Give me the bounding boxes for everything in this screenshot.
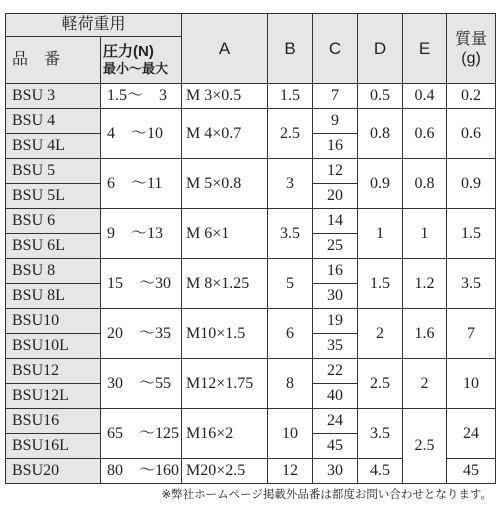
c-cell: 30 bbox=[313, 284, 358, 309]
force-cell: 65 ～125 bbox=[101, 409, 182, 459]
e-cell: 0.6 bbox=[403, 109, 447, 159]
mass-cell: 3.5 bbox=[447, 259, 496, 309]
model-cell: BSU12L bbox=[6, 384, 101, 409]
d-cell: 3.5 bbox=[358, 409, 403, 459]
table-row bbox=[6, 209, 496, 234]
c-cell: 45 bbox=[313, 434, 358, 459]
mass-cell: 0.2 bbox=[447, 84, 496, 109]
model-cell: BSU16 bbox=[6, 409, 101, 434]
table-row bbox=[6, 84, 496, 109]
model-cell: BSU 6 bbox=[6, 209, 101, 234]
force-label: 圧力(N) bbox=[103, 43, 154, 60]
force-cell: 6 ～11 bbox=[101, 159, 182, 209]
c-cell: 20 bbox=[313, 184, 358, 209]
e-cell: 1.6 bbox=[403, 309, 447, 359]
d-cell: 4.5 bbox=[358, 459, 403, 484]
thread-cell: M16×2 bbox=[182, 409, 268, 459]
mass-cell: 10 bbox=[447, 359, 496, 409]
col-header-a: A bbox=[182, 14, 268, 84]
col-header-b: B bbox=[268, 14, 313, 84]
mass-cell: 7 bbox=[447, 309, 496, 359]
force-cell: 15 ～30 bbox=[101, 259, 182, 309]
mass-cell: 1.5 bbox=[447, 209, 496, 259]
model-cell: BSU 3 bbox=[6, 84, 101, 109]
thread-cell: M 6×1 bbox=[182, 209, 268, 259]
mass-label: 質量 bbox=[455, 30, 488, 48]
force-cell: 20 ～35 bbox=[101, 309, 182, 359]
thread-cell: M10×1.5 bbox=[182, 309, 268, 359]
model-cell: BSU 4L bbox=[6, 134, 101, 159]
model-cell: BSU 8 bbox=[6, 259, 101, 284]
d-cell: 2 bbox=[358, 309, 403, 359]
thread-cell: M 4×0.7 bbox=[182, 109, 268, 159]
c-cell: 35 bbox=[313, 334, 358, 359]
col-header-force bbox=[101, 37, 182, 84]
col-header-e: E bbox=[403, 14, 447, 84]
light-load-group-header: 軽荷重用 bbox=[6, 14, 182, 37]
model-cell: BSU10 bbox=[6, 309, 101, 334]
thread-cell: M12×1.75 bbox=[182, 359, 268, 409]
model-cell: BSU 5L bbox=[6, 184, 101, 209]
c-cell: 9 bbox=[313, 109, 358, 134]
e-cell: 2 bbox=[403, 359, 447, 409]
thread-cell: M 5×0.8 bbox=[182, 159, 268, 209]
c-cell: 14 bbox=[313, 209, 358, 234]
e-cell: 0.8 bbox=[403, 159, 447, 209]
c-cell: 40 bbox=[313, 384, 358, 409]
table-row bbox=[6, 159, 496, 184]
mass-cell: 0.6 bbox=[447, 109, 496, 159]
table-row bbox=[6, 309, 496, 334]
table-row bbox=[6, 359, 496, 384]
d-cell: 1 bbox=[358, 209, 403, 259]
c-cell: 22 bbox=[313, 359, 358, 384]
e-cell: 0.4 bbox=[403, 84, 447, 109]
c-cell: 7 bbox=[313, 84, 358, 109]
c-cell: 19 bbox=[313, 309, 358, 334]
c-cell: 24 bbox=[313, 409, 358, 434]
col-header-c: C bbox=[313, 14, 358, 84]
thread-cell: M20×2.5 bbox=[182, 459, 268, 484]
e-cell: 2.5 bbox=[403, 409, 447, 484]
col-header-d: D bbox=[358, 14, 403, 84]
c-cell: 30 bbox=[313, 459, 358, 484]
mass-cell: 45 bbox=[447, 459, 496, 484]
model-cell: BSU 5 bbox=[6, 159, 101, 184]
force-cell: 9 ～13 bbox=[101, 209, 182, 259]
spec-table bbox=[5, 13, 496, 484]
mass-unit: (g) bbox=[461, 49, 481, 67]
model-cell: BSU20 bbox=[6, 459, 101, 484]
b-cell: 5 bbox=[268, 259, 313, 309]
thread-cell: M 8×1.25 bbox=[182, 259, 268, 309]
c-cell: 16 bbox=[313, 259, 358, 284]
thread-cell: M 3×0.5 bbox=[182, 84, 268, 109]
force-cell: 80 ～160 bbox=[101, 459, 182, 484]
force-sub-label: 最小～最大 bbox=[103, 61, 169, 76]
d-cell: 1.5 bbox=[358, 259, 403, 309]
model-cell: BSU10L bbox=[6, 334, 101, 359]
force-cell: 4 ～10 bbox=[101, 109, 182, 159]
c-cell: 16 bbox=[313, 134, 358, 159]
table-row bbox=[6, 409, 496, 434]
e-cell: 1 bbox=[403, 209, 447, 259]
b-cell: 3.5 bbox=[268, 209, 313, 259]
b-cell: 6 bbox=[268, 309, 313, 359]
b-cell: 8 bbox=[268, 359, 313, 409]
spec-table-wrapper bbox=[5, 13, 496, 484]
model-cell: BSU 8L bbox=[6, 284, 101, 309]
d-cell: 0.5 bbox=[358, 84, 403, 109]
model-cell: BSU16L bbox=[6, 434, 101, 459]
col-header-model: 品 番 bbox=[6, 37, 101, 84]
e-cell: 1.2 bbox=[403, 259, 447, 309]
b-cell: 2.5 bbox=[268, 109, 313, 159]
d-cell: 0.8 bbox=[358, 109, 403, 159]
col-header-mass bbox=[447, 14, 496, 84]
table-row bbox=[6, 259, 496, 284]
force-cell: 30 ～55 bbox=[101, 359, 182, 409]
mass-cell: 24 bbox=[447, 409, 496, 459]
model-cell: BSU 4 bbox=[6, 109, 101, 134]
footnote: ※弊社ホームページ掲載外品番は都度お問い合わせとなります。 bbox=[161, 487, 492, 501]
force-cell: 1.5～ 3 bbox=[101, 84, 182, 109]
d-cell: 2.5 bbox=[358, 359, 403, 409]
b-cell: 1.5 bbox=[268, 84, 313, 109]
b-cell: 12 bbox=[268, 459, 313, 484]
model-cell: BSU12 bbox=[6, 359, 101, 384]
c-cell: 25 bbox=[313, 234, 358, 259]
model-cell: BSU 6L bbox=[6, 234, 101, 259]
b-cell: 10 bbox=[268, 409, 313, 459]
b-cell: 3 bbox=[268, 159, 313, 209]
c-cell: 12 bbox=[313, 159, 358, 184]
table-row bbox=[6, 109, 496, 134]
mass-cell: 0.9 bbox=[447, 159, 496, 209]
d-cell: 0.9 bbox=[358, 159, 403, 209]
